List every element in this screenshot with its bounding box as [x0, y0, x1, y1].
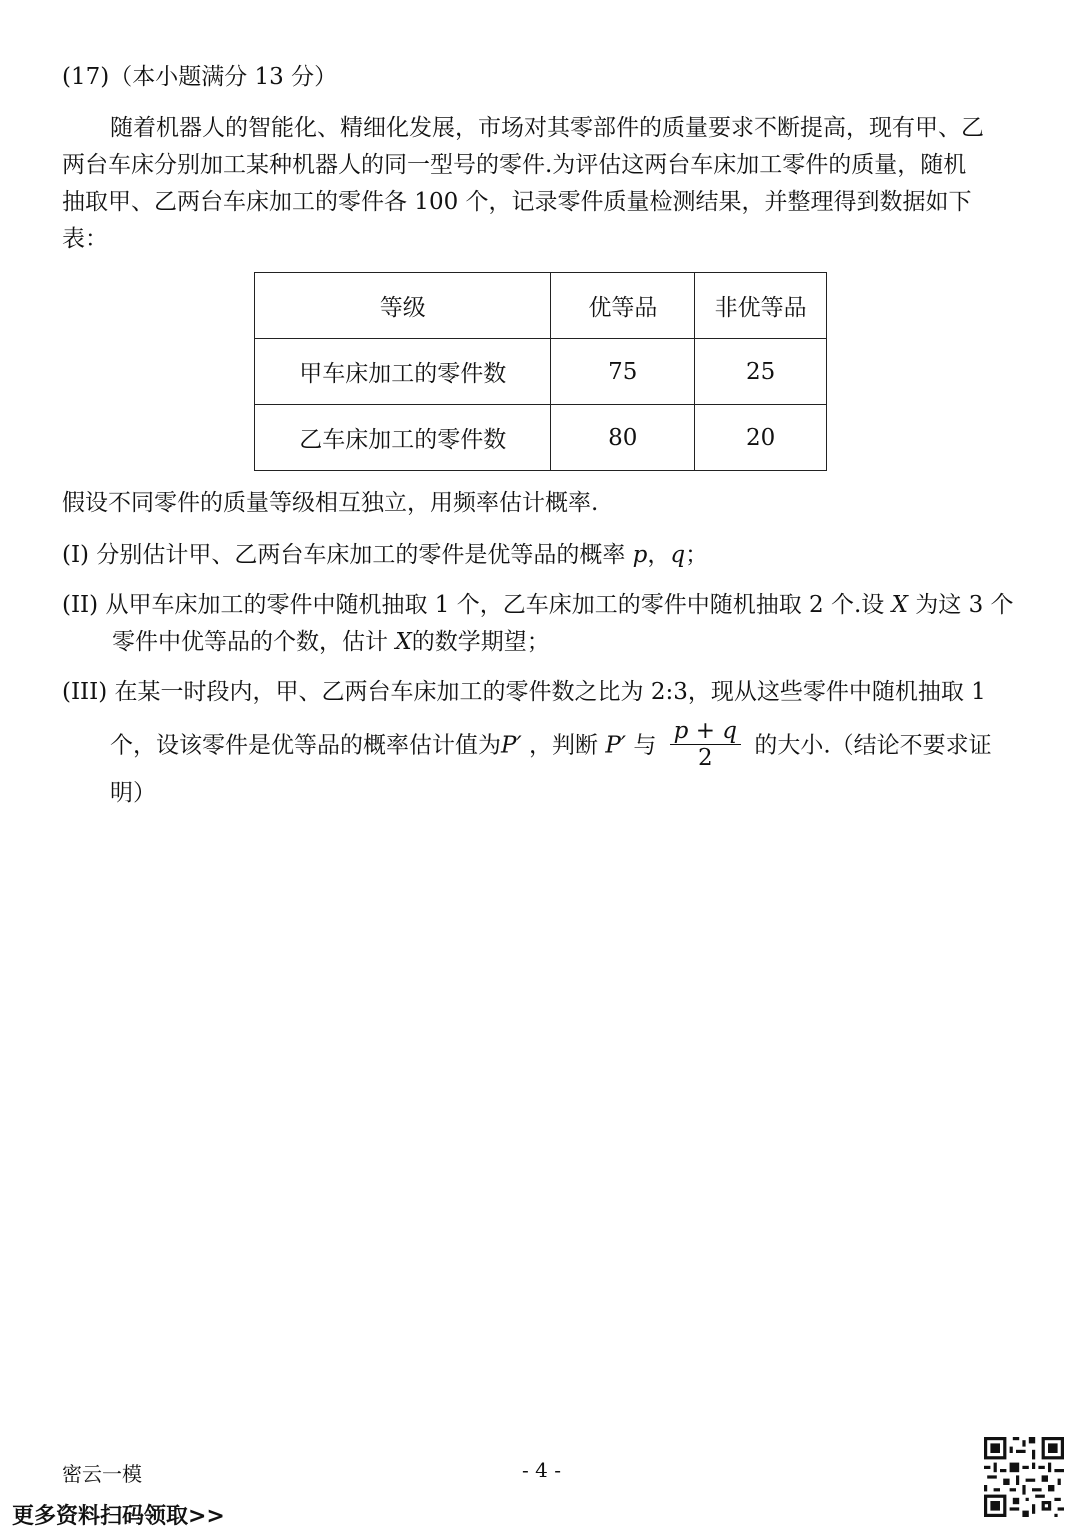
part-3-line-3: 明） — [110, 780, 156, 806]
qr-code-icon[interactable] — [984, 1437, 1064, 1517]
part-3-line-1 — [62, 677, 986, 707]
part-3-text-a: 在某一时段内，甲、乙两台车床加工的零件数之比为 2:3，现从这些零件中随机抽取 1 — [114, 679, 986, 705]
table-cell: 20 — [695, 405, 827, 471]
part-2-text-b: 为这 3 个 — [915, 592, 1014, 618]
assumption-text: 假设不同零件的质量等级相互独立，用频率估计概率. — [62, 490, 599, 516]
table-row — [255, 405, 827, 471]
var-p: p — [632, 542, 648, 568]
grade-table — [254, 272, 827, 471]
part-3-text-e: 的大小.（结论不要求证 — [754, 732, 992, 759]
var-p-prime: P′ — [501, 732, 522, 759]
table-header-cell: 非优等品 — [695, 273, 827, 339]
part-3-text-c: ，判断 — [529, 732, 599, 759]
var-p-prime: P′ — [605, 732, 627, 759]
intro-line-3: 抽取甲、乙两台车床加工的零件各 100 个，记录零件质量检测结果，并整理得到数据如下 — [62, 189, 972, 215]
intro-line-2: 两台车床分别加工某种机器人的同一型号的零件.为评估这两台车床加工零件的质量，随机 — [62, 152, 967, 178]
var-q: q — [670, 542, 686, 568]
part-1-end: ； — [685, 542, 709, 568]
part-3-text-d: 与 — [633, 732, 657, 759]
part-1-label: (I) — [62, 542, 90, 568]
part-1-text: 分别估计甲、乙两台车床加工的零件是优等品的概率 — [96, 542, 626, 568]
fraction — [670, 718, 741, 771]
table-cell: 甲车床加工的零件数 — [255, 339, 551, 405]
var-x: X — [891, 592, 908, 618]
part-2-text-a: 从甲车床加工的零件中随机抽取 1 个，乙车床加工的零件中随机抽取 2 个.设 — [105, 592, 885, 618]
table-header-cell: 等级 — [255, 273, 551, 339]
intro-line-1: 随着机器人的智能化、精细化发展，市场对其零部件的质量要求不断提高，现有甲、乙 — [110, 115, 984, 141]
part-3-line-2 — [110, 720, 992, 773]
question-header: (17)（本小题满分 13 分） — [62, 64, 338, 90]
var-x: X — [395, 629, 412, 655]
separator: ， — [647, 542, 671, 568]
part-2-text-c: 零件中优等品的个数，估计 — [112, 629, 388, 655]
table-cell: 乙车床加工的零件数 — [255, 405, 551, 471]
promo-link[interactable]: 更多资料扫码领取>> — [12, 1504, 225, 1529]
table-header-row — [255, 273, 827, 339]
intro-line-4: 表： — [62, 226, 108, 252]
part-2-line-1 — [62, 590, 1014, 620]
part-3-text-b: 个，设该零件是优等品的概率估计值为 — [110, 732, 501, 759]
fraction-numerator: p + q — [670, 718, 741, 745]
fraction-denominator: 2 — [698, 745, 713, 771]
table-cell: 80 — [551, 405, 695, 471]
part-3-label: (III) — [62, 679, 108, 705]
table-cell: 75 — [551, 339, 695, 405]
table-cell: 25 — [695, 339, 827, 405]
page-number: - 4 - — [522, 1458, 561, 1482]
part-1 — [62, 540, 708, 570]
part-2-label: (II) — [62, 592, 99, 618]
part-2-line-2 — [112, 627, 550, 657]
part-2-text-d: 的数学期望； — [411, 629, 550, 655]
table-row — [255, 339, 827, 405]
exam-name: 密云一模 — [62, 1462, 142, 1486]
table-header-cell: 优等品 — [551, 273, 695, 339]
